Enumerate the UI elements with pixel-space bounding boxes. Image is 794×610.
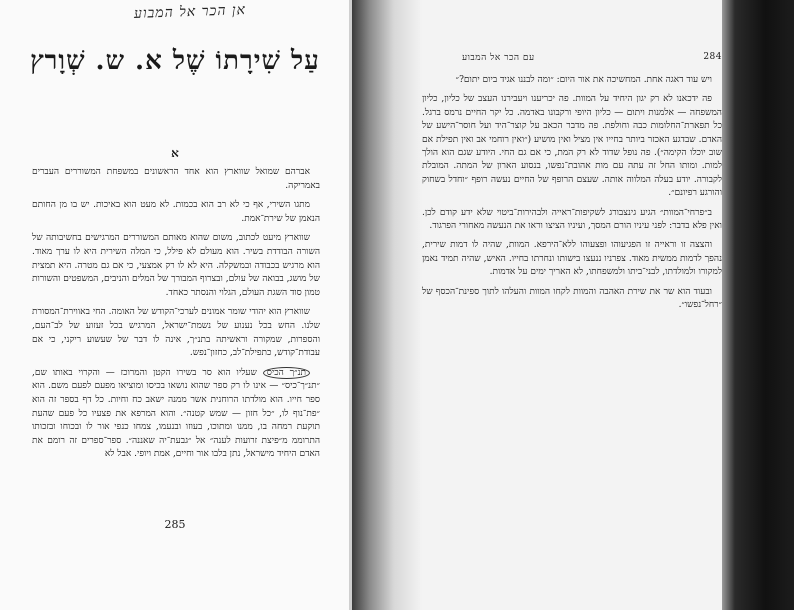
paragraph: ובעוד הוא שר את שירת האהבה והמוות לקחו המוות והעלהו לתוך ספינת־הכסף של ״רחל־נפשו״. (422, 286, 722, 311)
paragraph: אברהם שמואל שווארץ הוא אחד הראשונים במשפחת המשוררים העברים באמריקה. (32, 167, 320, 191)
chapter-title: עַל שִׁירָתוֹ שֶׁל א. ש. שְׁוָרץ (30, 46, 320, 76)
right-page (352, 0, 794, 610)
paragraph: שווארץ מיעט לכתוב, משום שהוא מאותם המשוררים המרגישים בחשיבותה של השורה הבודדת בשיר. הוא מעולם לא פילל, כי המלה השירית היא לו ערך מאוד. הוא מרגיש בכבודה ובמשקלה. היא לא לו רק אמצעי, כי אם גם מטרה. היא תמצית של מושג, בבואה של עולם, ובצרוף המבורך של המלים והניבים, המשפטים והשורות טמון סוד השגת העולם, הגלוי והנסתר כאחד. (32, 233, 320, 298)
left-page-body (32, 166, 320, 468)
paragraph: שווארץ הוא יהודי שומר אמונים לערכי־הקודש של האומה. החי באווירת־המסורת שלנו. החש בכל נענוע של נשמת־ישראל, המרגיש בכל זעזוע של לב־העם, והספרות, שמקורה וראשיתה בתנ״ך, אינה לו דבר של שעשוע ריקני, כי אם עבודת־קודש, כתפילת־לב, כחזון־נפש. (32, 307, 320, 359)
page-number: 284 (703, 52, 722, 62)
running-head-title: עם הכר אל המבוע (462, 53, 535, 63)
paragraph: פה ידכאנו לא רק יגון היחיד על המוות. פה יכריענו ויעבירנו העצב של כליון, כליון המשפחה — אלמנות ויתום — כליון היופי ורקבונו באדמה. כל יקר החיים נרמס ברגל. כל תפארת־החלומות כבה וחולפת. פה מדבר הכאב על קוצר־היד ועל חוסר־הישע של האדם. שבדגע האכזר ביותר בחייו אין מציל ואין מושיע (״ואין רוחמי אב ואין תפילת אם שוב יוכלו הקימה״). פה נופל שדוד לא רק המת, כי אם גם החי. היודע שגם הוא הולך למות. ומותו החל זה עתה עם מות אהובת־נפשו, בנסוע הארון של המתה. המובלת לקבורה. יודע בעלה המלווה אותה. שעצם הרופף של החיים נעשה רופף ״וחדל בשחוק והורגע רפיונם״. (422, 94, 722, 199)
handwritten-note: אן הכר אל המבוע (133, 2, 247, 22)
paragraph: ב״פרחי־המוות״ הגיע גינצבורג לשקיפות־ראייה ולבהירות־ביטוי שלא ידע קודם לכן. ואין פלא בדבר: לפני עיניו הורם המסך, ועיניו הציצו וראו את הנעשה מאחורי הפרגוד. (422, 207, 722, 232)
page-number: 285 (164, 518, 186, 531)
paragraph: מתגו השירי, אף כי לא רב הוא בכמות. לא מעט הוא באיכות. יש בו מן החותם הנאמן של שירת־אמת. (32, 200, 320, 224)
paragraph: ויש עוד דאגה אחת. המחשיכה את אור היום: ״ומה לבננו אגיד ביום יתום?״ (455, 75, 712, 85)
paragraph-with-circled-phrase (32, 367, 320, 462)
section-letter: א (171, 146, 179, 160)
running-head (462, 52, 722, 63)
paragraph: והצצה זו וראייה זו הפגיעוהו ופצעוהו ללא־הירפא. המוות, שהיה לו דמות שירית, נהפך לדמות ממשית מאוד. צפרניו ננעצו בישותו ונחרתו בחייו. האיש, שהיה תמיד נאמן למקורו ולמולדתו, לבני־ביתו ולמשפחתו, לא האריך ימים על אדמות. (422, 240, 722, 278)
paragraph-text: שעליו הוא סר בשירו הקטן והמרוכז — והקרוי באותו שם, ״תנ״ך־כיס״ — אינו לו רק ספר שהוא נושאו בכיסו ומוציאו מפעם לפעם משם. הוא ספר חייו. הוא מולדתו הרוחנית אשר ממנה ישאב כח וחיות. כל דף בספר זה הוא ״פת־נוף לו, ״כל חזון — שמש קטנה״. והוא המרפא את פצעיו כל פעם שהעת תוקעת רמחה בו, ממנו ומתוכו, בעוזו ובנעמו, צמחו כנפי אור לו ובכוחו ובזכותו התרוממ מ״פיצת זרועות לענה״ אל ״גבעת־יה שאננה״. ספר־ספרים זה רומם את האדם היחיד מישראל, נתן בלבו אור וחיים, אמת ויופי. אבל לא (32, 367, 320, 460)
left-page (0, 0, 350, 610)
right-page-body (422, 74, 722, 319)
circled-phrase: תנ״ך הכיס (263, 367, 310, 379)
scan-edge-shadow (722, 0, 794, 610)
gutter-shadow (352, 0, 422, 610)
